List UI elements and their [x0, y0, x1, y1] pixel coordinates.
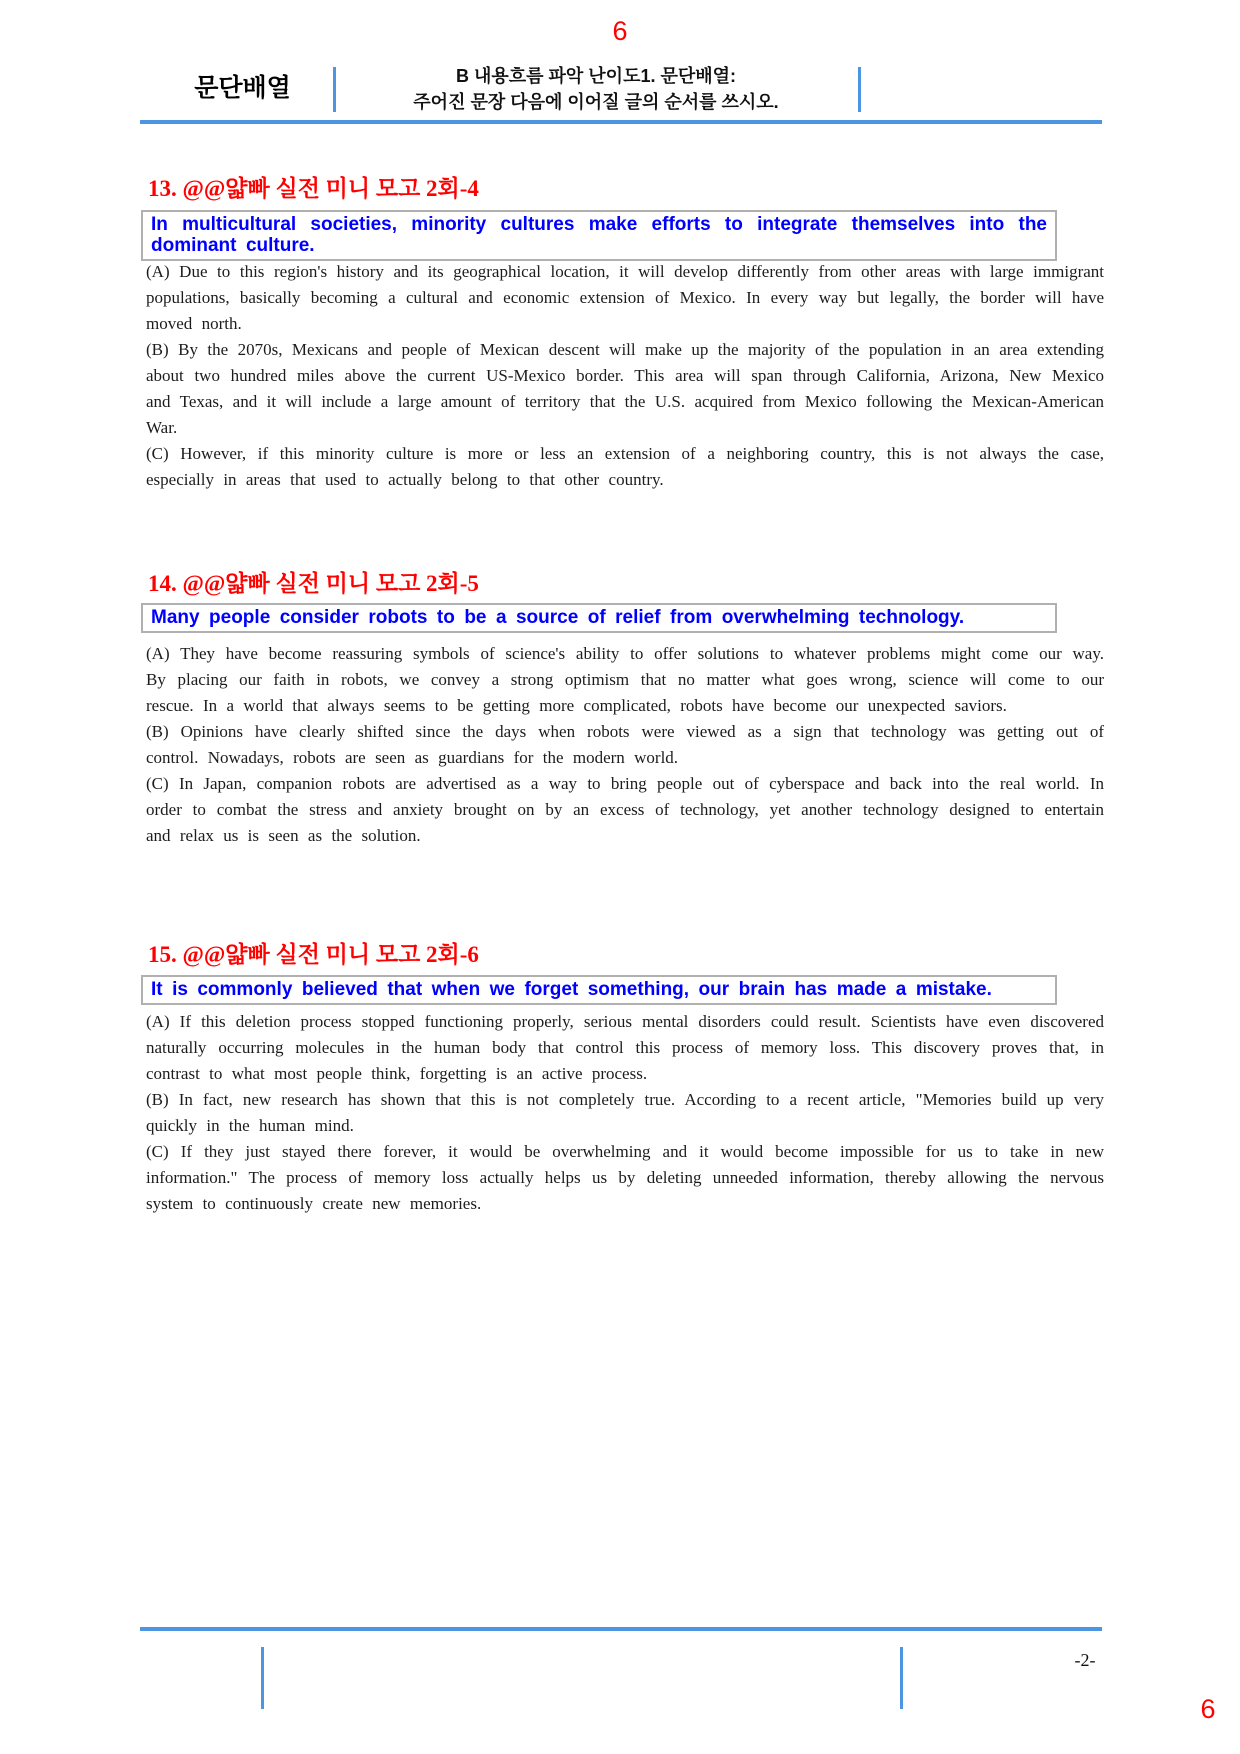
- section-label: 문단배열: [194, 74, 291, 102]
- header-instruction-line1: B 내용흐름 파악 난이도1. 문단배열:: [455, 66, 737, 86]
- header-right-divider-bar: [858, 67, 861, 112]
- footer-rule: [140, 1627, 1102, 1631]
- header-instruction-line2: 주어진 문장 다음에 이어질 글의 순서를 쓰시오.: [413, 92, 779, 112]
- question-15-body: [146, 1009, 1104, 1217]
- footer-left-tick-bar: [261, 1647, 264, 1709]
- question-13-paragraph-b: (B) By the 2070s, Mexicans and people of Mexican descent will make up the majority of the population in an area extending about two hundred miles above the current US-Mexico border. This area will span through California, Arizona, New Mexico and Texas, and it will include a large amount of territory that the U.S. acquired from Mexico following the Mexican-American War.: [146, 340, 1104, 437]
- question-13-body: [146, 259, 1104, 493]
- page-number-corner: 6: [1200, 1694, 1216, 1724]
- question-15-given-sentence-box: It is commonly believed that when we forget something, our brain has made a mistake.: [141, 975, 1057, 1005]
- question-14-body: [146, 641, 1104, 849]
- question-14-paragraph-a: (A) They have become reassuring symbols of science's ability to offer solutions to whatever problems might come our way. By placing our faith in robots, we convey a strong optimism that no matter what goes wrong, science will come to our rescue. In a world that always seems to be getting more complicated, robots have become our unexpected saviors.: [146, 644, 1104, 715]
- question-15-title: 15. @@얇빠 실전 미니 모고 2회-6: [148, 942, 479, 967]
- question-15-paragraph-c: (C) If they just stayed there forever, it would be overwhelming and it would become impossible for us to take in new information." The process of memory loss actually helps us by deleting unneeded information, thereby allowing the nervous system to continuously create new memories.: [146, 1142, 1104, 1213]
- header-rule: [140, 120, 1102, 124]
- question-14-paragraph-b: (B) Opinions have clearly shifted since the days when robots were viewed as a sign that technology was getting out of control. Nowadays, robots are seen as guardians for the modern world.: [146, 722, 1104, 767]
- question-14-title: 14. @@얇빠 실전 미니 모고 2회-5: [148, 571, 479, 596]
- question-13-paragraph-c: (C) However, if this minority culture is more or less an extension of a neighboring country, this is not always the case, especially in areas that used to actually belong to that other country.: [146, 444, 1104, 489]
- question-14-given-sentence-box: Many people consider robots to be a source of relief from overwhelming technology.: [141, 603, 1057, 633]
- header-left-divider-bar: [333, 67, 336, 112]
- question-13-given-sentence-box: In multicultural societies, minority cultures make efforts to integrate themselves into the dominant culture.: [141, 210, 1057, 261]
- page-number-bottom: -2-: [1074, 1650, 1096, 1670]
- question-15-paragraph-a: (A) If this deletion process stopped functioning properly, serious mental disorders could result. Scientists have even discovered naturally occurring molecules in the human body that control this process of memory loss. This discovery proves that, in contrast to what most people think, forgetting is an active process.: [146, 1012, 1104, 1083]
- header-instruction: [371, 63, 821, 115]
- page-number-top: 6: [612, 16, 628, 46]
- question-13-title: 13. @@얇빠 실전 미니 모고 2회-4: [148, 176, 479, 201]
- question-13-paragraph-a: (A) Due to this region's history and its geographical location, it will develop differently from other areas with large immigrant populations, basically becoming a cultural and economic extension of Mexico. In every way but legally, the border will have moved north.: [146, 262, 1104, 333]
- footer-right-tick-bar: [900, 1647, 903, 1709]
- question-15-paragraph-b: (B) In fact, new research has shown that this is not completely true. According to a recent article, "Memories build up very quickly in the human mind.: [146, 1090, 1104, 1135]
- question-14-paragraph-c: (C) In Japan, companion robots are advertised as a way to bring people out of cyberspace and back into the real world. In order to combat the stress and anxiety brought on by an excess of technology, yet another technology designed to entertain and relax us is seen as the solution.: [146, 774, 1104, 845]
